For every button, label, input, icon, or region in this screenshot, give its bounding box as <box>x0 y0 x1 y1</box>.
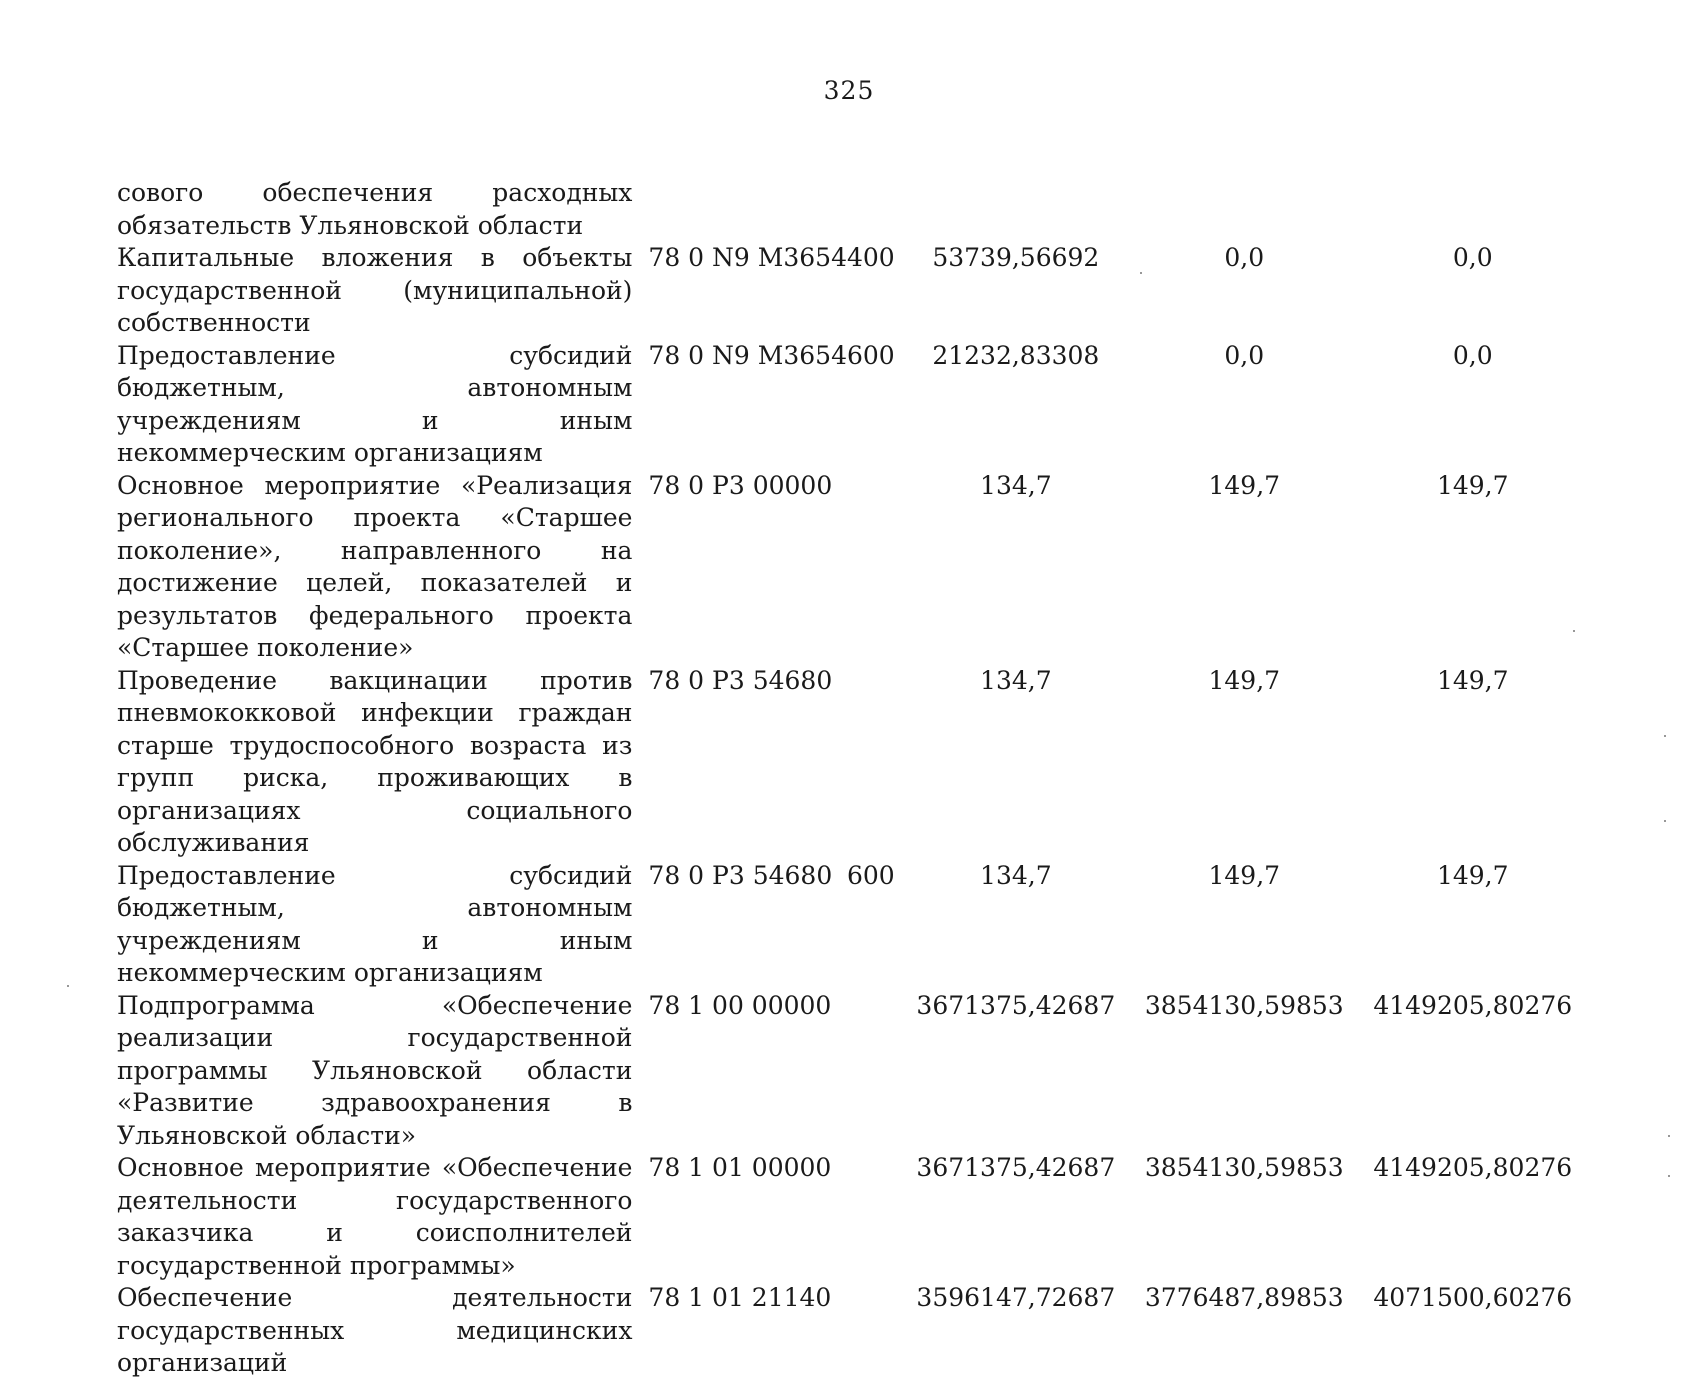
row-amount-year-1: 134,7 <box>980 665 1052 695</box>
row-amount-year-3: 149,7 <box>1436 860 1509 890</box>
row-description: Предоставление субсидий бюджетным, автономным учреждениям и иным некоммерческим организациям <box>117 340 633 467</box>
table-row <box>117 470 1587 665</box>
row-amount-year-1: 134,7 <box>980 470 1052 500</box>
table-row <box>117 340 1587 470</box>
row-expense-type <box>847 665 902 860</box>
row-expense-type: 600 <box>846 340 895 370</box>
row-amount-year-3: 149,7 <box>1436 665 1509 695</box>
scan-speck <box>1668 1175 1670 1177</box>
scan-speck <box>1573 630 1575 632</box>
row-amount-year-1: 3671375,42687 <box>916 990 1116 1020</box>
table-body <box>117 177 1587 1380</box>
row-description: Обеспечение деятельности государственных медицинских организаций <box>117 1283 633 1377</box>
row-expense-type: 400 <box>846 243 895 272</box>
row-amount-year-1: 53739,56692 <box>932 243 1100 272</box>
row-expense-type <box>847 990 902 1153</box>
row-amount-year-2: 3776487,89853 <box>1144 1283 1344 1312</box>
row-target-code: 78 0 P3 54680 <box>648 665 833 695</box>
row-amount-year-3 <box>1359 177 1587 242</box>
page-number: 325 <box>823 76 875 105</box>
row-description: Подпрограмма «Обеспечение реализации государственной программы Ульяновской области «Развитие здравоохранения в Ульяновской области» <box>117 990 633 1150</box>
row-description: Предоставление субсидий бюджетным, автономным учреждениям и иным некоммерческим организациям <box>117 860 633 987</box>
scan-speck <box>1140 272 1142 274</box>
row-description: Основное мероприятие «Реализация регионального проекта «Старшее поколение», направленного на достижение целей, показателей и результатов федерального проекта «Старшее поколение» <box>117 470 633 662</box>
row-amount-year-2 <box>1130 177 1358 242</box>
table-row <box>117 1282 1587 1380</box>
table-row <box>117 1152 1587 1282</box>
row-amount-year-2: 149,7 <box>1208 860 1281 890</box>
row-amount-year-2: 149,7 <box>1208 470 1281 500</box>
row-target-code: 78 0 P3 54680 <box>648 860 833 890</box>
row-amount-year-3: 0,0 <box>1452 243 1493 272</box>
row-expense-type <box>847 1152 902 1282</box>
row-expense-type <box>847 1282 902 1380</box>
row-amount-year-3: 149,7 <box>1436 470 1509 500</box>
row-amount-year-2: 0,0 <box>1224 243 1265 272</box>
row-target-code: 78 1 01 21140 <box>648 1283 832 1312</box>
table-row <box>117 177 1587 242</box>
row-target-code: 78 0 P3 00000 <box>648 470 833 500</box>
row-description: Основное мероприятие «Обеспечение деятельности государственного заказчика и соисполнителей государственной программы» <box>117 1153 633 1280</box>
row-amount-year-1: 3671375,42687 <box>916 1153 1116 1182</box>
row-description: Капитальные вложения в объекты государственной (муниципальной) собственности <box>117 243 633 337</box>
row-amount-year-2: 3854130,59853 <box>1144 1153 1344 1182</box>
row-target-code: 78 1 01 00000 <box>648 1153 832 1182</box>
row-amount-year-3: 4071500,60276 <box>1373 1283 1573 1312</box>
scan-speck <box>67 985 69 987</box>
table-row <box>117 990 1587 1153</box>
row-amount-year-1 <box>902 177 1130 242</box>
row-amount-year-1: 3596147,72687 <box>916 1283 1116 1312</box>
row-amount-year-2: 3854130,59853 <box>1144 990 1344 1020</box>
row-expense-type <box>847 470 902 665</box>
row-target-code: 78 0 N9 M3654 <box>648 243 847 272</box>
row-description: сового обеспечения расходных обязательств Ульяновской области <box>117 178 633 240</box>
table-row <box>117 242 1587 340</box>
table-row <box>117 860 1587 990</box>
row-expense-type <box>847 177 902 242</box>
row-amount-year-1: 134,7 <box>980 860 1052 890</box>
row-amount-year-3: 0,0 <box>1452 340 1493 370</box>
row-amount-year-2: 149,7 <box>1208 665 1281 695</box>
row-amount-year-3: 4149205,80276 <box>1373 1153 1573 1182</box>
scan-speck <box>1664 735 1666 737</box>
scan-speck <box>1668 1135 1670 1137</box>
row-target-code <box>632 177 847 242</box>
row-target-code: 78 0 N9 M3654 <box>648 340 847 370</box>
scan-speck <box>1664 820 1666 822</box>
row-amount-year-2: 0,0 <box>1224 340 1265 370</box>
budget-table <box>117 177 1587 1380</box>
table-row <box>117 665 1587 860</box>
row-amount-year-1: 21232,83308 <box>932 340 1100 370</box>
row-expense-type: 600 <box>846 860 895 890</box>
row-description: Проведение вакцинации против пневмококковой инфекции граждан старше трудоспособного возраста из групп риска, проживающих в организациях социального обслуживания <box>117 665 633 857</box>
row-target-code: 78 1 00 00000 <box>648 990 832 1020</box>
row-amount-year-3: 4149205,80276 <box>1373 990 1573 1020</box>
